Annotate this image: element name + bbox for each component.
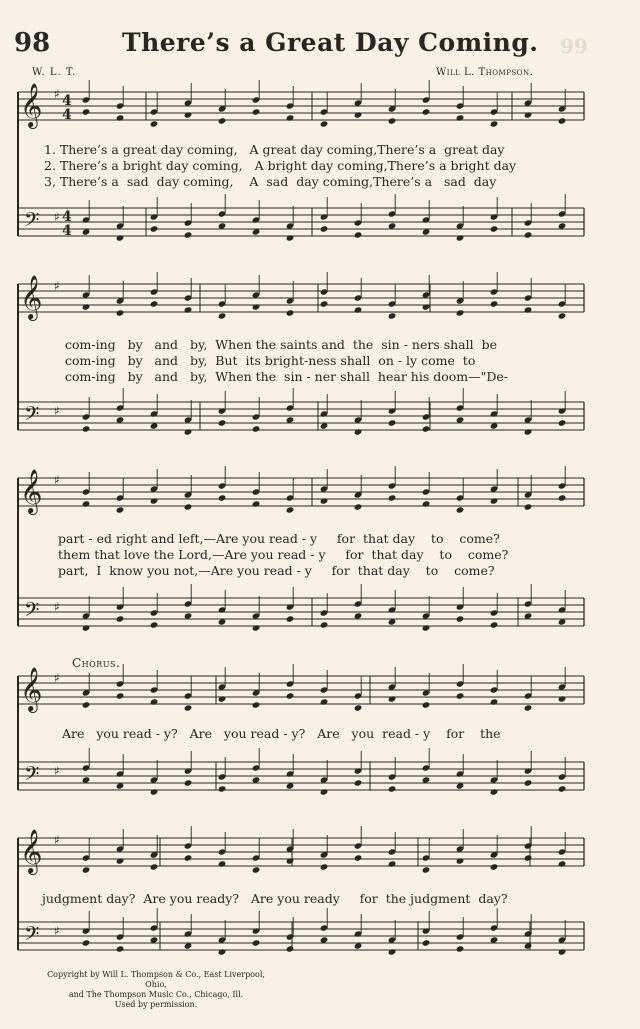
copyright-line: Used by permission. <box>114 1000 198 1009</box>
note-head <box>252 425 261 432</box>
note-head <box>524 306 533 313</box>
note-head <box>320 621 329 628</box>
note-head <box>184 111 193 118</box>
note-head <box>490 300 499 307</box>
note-head <box>150 225 159 232</box>
note-head <box>82 939 91 946</box>
note-head <box>388 117 397 124</box>
note-head <box>252 624 261 631</box>
note-head <box>150 788 159 795</box>
note-head <box>524 503 533 510</box>
note-head <box>354 704 363 711</box>
note-head <box>490 863 499 870</box>
sharp-sign: ♯ <box>54 473 60 487</box>
note-head <box>490 698 499 705</box>
lyric-line: part - ed right and left,—Are you read - y for that day to come? <box>58 531 500 546</box>
sharp-sign: ♯ <box>54 87 60 101</box>
note-head <box>456 506 465 513</box>
note-head <box>388 785 397 792</box>
note-head <box>286 309 295 316</box>
note-head <box>150 863 159 870</box>
note-head <box>82 701 91 708</box>
note-head <box>422 866 431 873</box>
note-head <box>524 704 533 711</box>
note-head <box>422 701 431 708</box>
note-head <box>218 419 227 426</box>
note-head <box>82 866 91 873</box>
note-head <box>286 114 295 121</box>
lyric-line: com-ing by and by, When the sin - ner shall hear his doom—"De- <box>65 369 509 384</box>
note-head <box>252 108 261 115</box>
hymn-number: 98 <box>14 28 51 58</box>
note-head <box>184 704 193 711</box>
note-head <box>354 854 363 861</box>
treble-clef: 𝄞 <box>20 829 43 873</box>
note-head <box>286 615 295 622</box>
note-head <box>490 621 499 628</box>
note-head <box>558 785 567 792</box>
treble-clef: 𝄞 <box>20 667 43 711</box>
note-head <box>388 312 397 319</box>
note-head <box>558 117 567 124</box>
note-head <box>354 111 363 118</box>
sharp-sign: ♯ <box>54 924 60 938</box>
sharp-sign: ♯ <box>54 671 60 685</box>
note-head <box>286 857 295 864</box>
lyric-line: 3, There’s a sad day coming, A sad day coming,There’s a sad day <box>44 174 497 189</box>
copyright-notice <box>36 970 276 1010</box>
lyric-line: Are you read - y? Are you read - y? Are you read - y for the <box>62 726 501 741</box>
treble-clef: 𝄞 <box>20 83 43 127</box>
note-head <box>388 494 397 501</box>
note-head <box>116 692 125 699</box>
lyric-line: 2. There’s a bright day coming, A bright day coming,There’s a bright day <box>44 158 517 173</box>
lyric-line: 1. There’s a great day coming, A great day coming,There’s a great day <box>44 142 505 157</box>
note-head <box>150 698 159 705</box>
bass-clef: 𝄢 <box>24 922 40 950</box>
bass-clef: 𝄢 <box>24 208 40 236</box>
note-head <box>252 500 261 507</box>
note-head <box>456 234 465 241</box>
note-head <box>320 120 329 127</box>
note-head <box>524 231 533 238</box>
treble-clef: 𝄞 <box>20 469 43 513</box>
note-head <box>422 108 431 115</box>
time-signature: 4 <box>62 107 72 123</box>
note-head <box>184 854 193 861</box>
note-head <box>184 306 193 313</box>
note-head <box>558 860 567 867</box>
note-head <box>286 506 295 513</box>
note-head <box>286 234 295 241</box>
note-head <box>116 309 125 316</box>
note-head <box>388 948 397 955</box>
note-head <box>490 225 499 232</box>
bass-clef: 𝄢 <box>24 598 40 626</box>
note-head <box>524 428 533 435</box>
note-head <box>354 231 363 238</box>
note-head <box>354 779 363 786</box>
note-head <box>456 857 465 864</box>
note-head <box>422 624 431 631</box>
note-head <box>456 114 465 121</box>
note-head <box>490 788 499 795</box>
bass-clef: 𝄢 <box>24 402 40 430</box>
note-head <box>218 948 227 955</box>
sharp-sign: ♯ <box>54 279 60 293</box>
note-head <box>456 692 465 699</box>
note-head <box>320 788 329 795</box>
note-head <box>558 948 567 955</box>
note-head <box>490 497 499 504</box>
note-head <box>320 300 329 307</box>
chorus-label: Chorus. <box>72 656 121 670</box>
note-head <box>82 108 91 115</box>
note-head <box>524 779 533 786</box>
note-head <box>456 615 465 622</box>
note-head <box>252 939 261 946</box>
note-head <box>354 306 363 313</box>
note-head <box>524 854 533 861</box>
time-signature: 4 <box>62 209 72 225</box>
note-head <box>116 114 125 121</box>
sharp-sign: ♯ <box>54 600 60 614</box>
author-credit: W. L. T. <box>32 67 77 78</box>
lyric-line: them that love the Lord,—Are you read - y for that day to come? <box>58 547 509 562</box>
time-signature: 4 <box>62 93 72 109</box>
note-head <box>184 779 193 786</box>
bleed-through-number: 99 <box>560 34 588 58</box>
note-head <box>116 506 125 513</box>
note-head <box>320 863 329 870</box>
note-head <box>558 419 567 426</box>
note-head <box>456 945 465 952</box>
note-head <box>252 701 261 708</box>
note-head <box>218 785 227 792</box>
lyric-line: com-ing by and by, But its bright-ness shall on - ly come to <box>65 353 476 368</box>
note-head <box>116 857 125 864</box>
note-head <box>150 300 159 307</box>
time-signature: 4 <box>62 223 72 239</box>
note-head <box>252 303 261 310</box>
note-head <box>218 117 227 124</box>
note-head <box>184 231 193 238</box>
sharp-sign: ♯ <box>54 210 60 224</box>
note-head <box>82 425 91 432</box>
note-head <box>558 312 567 319</box>
lyric-line: judgment day? Are you ready? Are you ready for the judgment day? <box>42 891 508 906</box>
copyright-line: Copyright by Will L. Thompson & Co., East Liverpool, Ohio, <box>47 970 265 989</box>
note-head <box>286 692 295 699</box>
note-head <box>184 428 193 435</box>
note-head <box>286 945 295 952</box>
note-head <box>524 111 533 118</box>
note-head <box>218 494 227 501</box>
note-head <box>82 500 91 507</box>
sharp-sign: ♯ <box>54 404 60 418</box>
hymn-title: There’s a Great Day Coming. <box>122 28 539 57</box>
note-head <box>150 621 159 628</box>
bass-clef: 𝄢 <box>24 762 40 790</box>
note-head <box>490 120 499 127</box>
note-head <box>320 698 329 705</box>
sharp-sign: ♯ <box>54 764 60 778</box>
note-head <box>422 303 431 310</box>
note-head <box>456 309 465 316</box>
lyric-line: part, I know you not,—Are you read - y for that day to come? <box>58 563 495 578</box>
note-head <box>422 500 431 507</box>
note-head <box>218 312 227 319</box>
treble-clef: 𝄞 <box>20 275 43 319</box>
note-head <box>184 503 193 510</box>
note-head <box>82 624 91 631</box>
note-head <box>388 695 397 702</box>
note-head <box>150 497 159 504</box>
note-head <box>116 234 125 241</box>
composer-credit: Will L. Thompson. <box>436 67 534 78</box>
note-head <box>116 945 125 952</box>
note-head <box>320 225 329 232</box>
note-head <box>422 425 431 432</box>
note-head <box>558 695 567 702</box>
note-head <box>218 860 227 867</box>
note-head <box>218 695 227 702</box>
note-head <box>354 428 363 435</box>
note-head <box>422 939 431 946</box>
copyright-line: and The Thompson Music Co., Chicago, Ill. <box>68 990 244 999</box>
note-head <box>320 497 329 504</box>
note-head <box>116 615 125 622</box>
note-head <box>388 860 397 867</box>
note-head <box>354 503 363 510</box>
sharp-sign: ♯ <box>54 833 60 847</box>
lyric-line: com-ing by and by, When the saints and the sin - ners shall be <box>65 337 497 352</box>
note-head <box>558 494 567 501</box>
note-head <box>252 866 261 873</box>
note-head <box>388 419 397 426</box>
note-head <box>82 303 91 310</box>
note-head <box>150 120 159 127</box>
